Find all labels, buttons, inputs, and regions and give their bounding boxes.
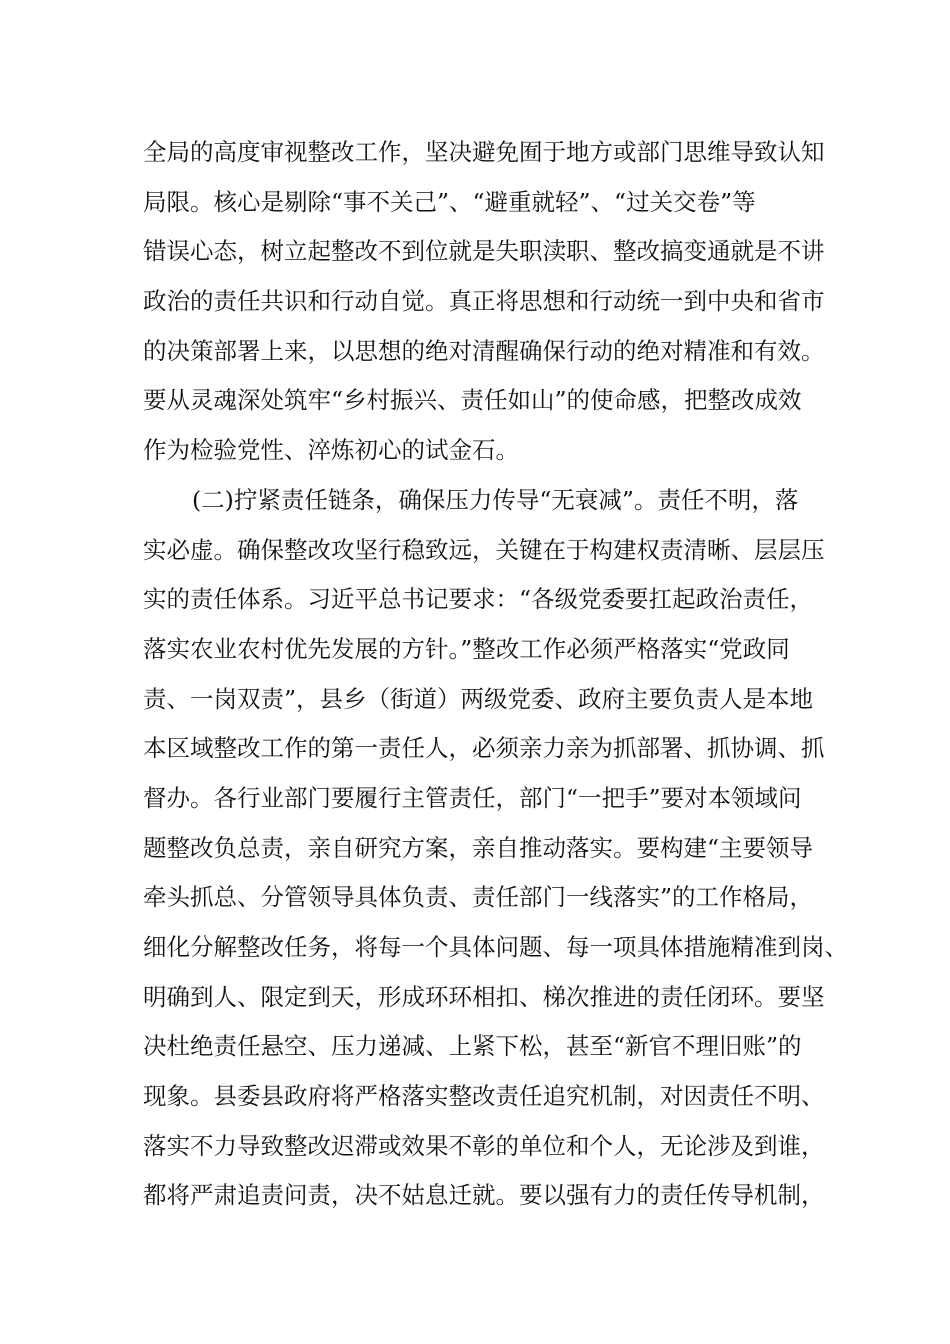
- text-line: 现象。县委县政府将严格落实整改责任追究机制，对因责任不明、: [143, 1082, 825, 1111]
- text-line: 明确到人、限定到天，形成环环相扣、梯次推进的责任闭环。要坚: [143, 982, 825, 1011]
- text-line: 局限。核心是剔除“事不关己”、“避重就轻”、“过关交卷”等: [143, 187, 756, 216]
- text-line: 落实农业农村优先发展的方针。”整改工作必须严格落实“党政同: [143, 634, 790, 663]
- text-line: 落实不力导致整改迟滞或效果不彰的单位和个人，无论涉及到谁，: [143, 1131, 825, 1160]
- text-line: 全局的高度审视整改工作，坚决避免囿于地方或部门思维导致认知: [143, 138, 825, 166]
- body-text: [143, 128, 848, 1221]
- text-line: 实必虚。确保整改攻坚行稳致远，关键在于构建权责清晰、层层压: [143, 535, 825, 564]
- text-line: 要从灵魂深处筑牢“乡村振兴、责任如山”的使命感，把整改成效: [143, 386, 802, 415]
- text-line: 决杜绝责任悬空、压力递减、上紧下松，甚至“新官不理旧账”的: [143, 1032, 802, 1061]
- text-line: 政治的责任共识和行动自觉。真正将思想和行动统一到中央和省市: [143, 287, 825, 316]
- text-line: 错误心态，树立起整改不到位就是失职渎职、整改搞变通就是不讲: [143, 237, 825, 266]
- text-line: 作为检验党性、淬炼初心的试金石。: [143, 436, 519, 465]
- text-line: 实的责任体系。习近平总书记要求：“各级党委要扛起政治责任，: [143, 585, 814, 614]
- text-line: 细化分解整改任务，将每一个具体问题、每一项具体措施精准到岗、: [143, 933, 848, 961]
- text-line: 督办。各行业部门要履行主管责任，部门“一把手”要对本领域问: [143, 783, 802, 812]
- text-line: 题整改负总责，亲自研究方案，亲自推动落实。要构建“主要领导: [143, 833, 814, 862]
- text-line: 都将严肃追责问责，决不姑息迁就。要以强有力的责任传导机制，: [143, 1181, 825, 1210]
- text-line: 牵头抓总、分管领导具体负责、责任部门一线落实”的工作格局，: [143, 883, 814, 912]
- text-line: 本区域整改工作的第一责任人，必须亲力亲为抓部署、抓协调、抓: [143, 734, 825, 763]
- section-heading-line: (二)拧紧责任链条，确保压力传导“无衰减”。责任不明，落: [192, 485, 799, 514]
- text-line: 责、一岗双责”，县乡（街道）两级党委、政府主要负责人是本地: [143, 684, 814, 713]
- text-line: 的决策部署上来，以思想的绝对清醒确保行动的绝对精准和有效。: [143, 336, 825, 365]
